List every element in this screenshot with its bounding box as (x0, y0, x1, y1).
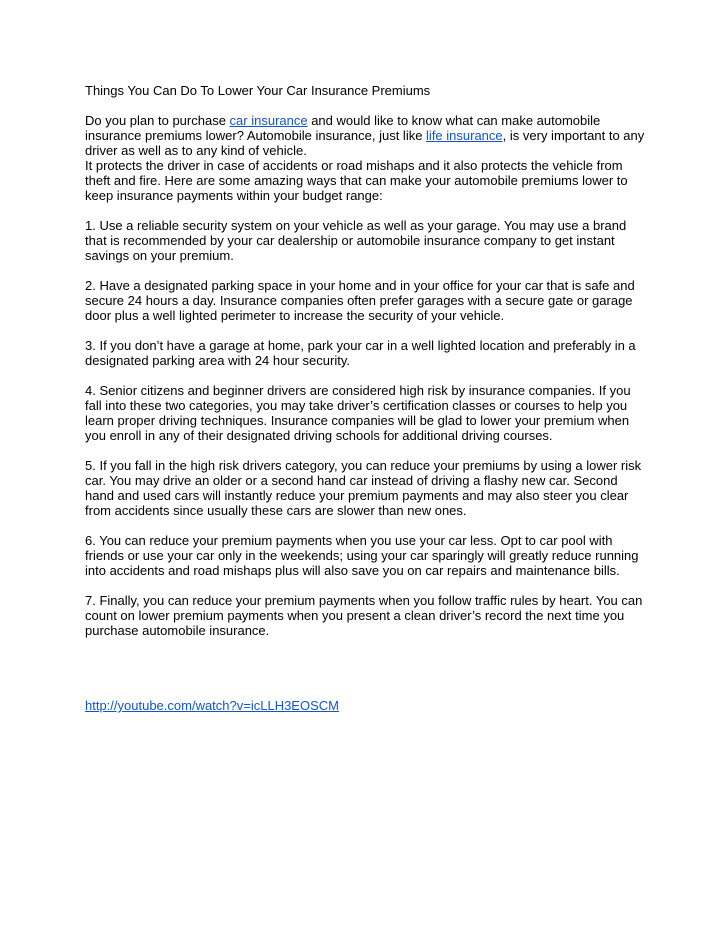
tip-5: 5. If you fall in the high risk drivers category, you can reduce your premiums by using a lower risk car. You may drive an older or a second hand car instead of driving a flashy new car. Second hand and used cars will instantly reduce your premium payments and may also steer you clear from accidents since usually these cars are slower than new ones. (85, 458, 642, 518)
tip-2: 2. Have a designated parking space in your home and in your office for your car that is safe and secure 24 hours a day. Insurance companies often prefer garages with a secure gate or garage door plus a well lighted perimeter to increase the security of your vehicle. (85, 278, 635, 323)
intro-paragraph-2: It protects the driver in case of accidents or road mishaps and it also protects the vehicle from theft and fire. Here are some amazing ways that can make your automobile premiums lower to keep insurance payments within your budget range: (85, 158, 628, 203)
intro-text-3: , is very important to any driver as well as to any kind of vehicle. (85, 128, 645, 158)
youtube-link[interactable]: http://youtube.com/watch?v=icLLH3EOSCM (85, 698, 339, 713)
intro-paragraph (85, 113, 650, 158)
footer-paragraph (85, 698, 650, 713)
tip-6: 6. You can reduce your premium payments when you use your car less. Opt to car pool with friends or use your car only in the weekends; using your car sparingly will greatly reduce running into accidents and road mishaps plus will also save you on car repairs and maintenance bills. (85, 533, 639, 578)
tip-4: 4. Senior citizens and beginner drivers are considered high risk by insurance companies. If you fall into these two categories, you may take driver’s certification classes or courses to help you learn proper driving techniques. Insurance companies will be glad to lower your premium when you enroll in any of their designated driving schools for additional driving courses. (85, 383, 631, 443)
car-insurance-link[interactable]: car insurance (229, 113, 308, 128)
intro-text-2: and would like to know what can make automobile insurance premiums lower? Automobile insurance, just like (85, 113, 601, 143)
life-insurance-link[interactable]: life insurance (426, 128, 503, 143)
tip-7: 7. Finally, you can reduce your premium payments when you follow traffic rules by heart. You can count on lower premium payments when you present a clean driver’s record the next time you purchase automobile insurance. (85, 593, 643, 638)
tip-3: 3. If you don’t have a garage at home, park your car in a well lighted location and preferably in a designated parking area with 24 hour security. (85, 338, 636, 368)
intro-text-1: Do you plan to purchase (85, 113, 230, 128)
document-title: Things You Can Do To Lower Your Car Insurance Premiums (85, 83, 431, 98)
tip-1: 1. Use a reliable security system on your vehicle as well as your garage. You may use a brand that is recommended by your car dealership or automobile insurance company to get instant savings on your premium. (85, 218, 627, 263)
document-page (85, 83, 650, 728)
blank-space (85, 653, 650, 698)
